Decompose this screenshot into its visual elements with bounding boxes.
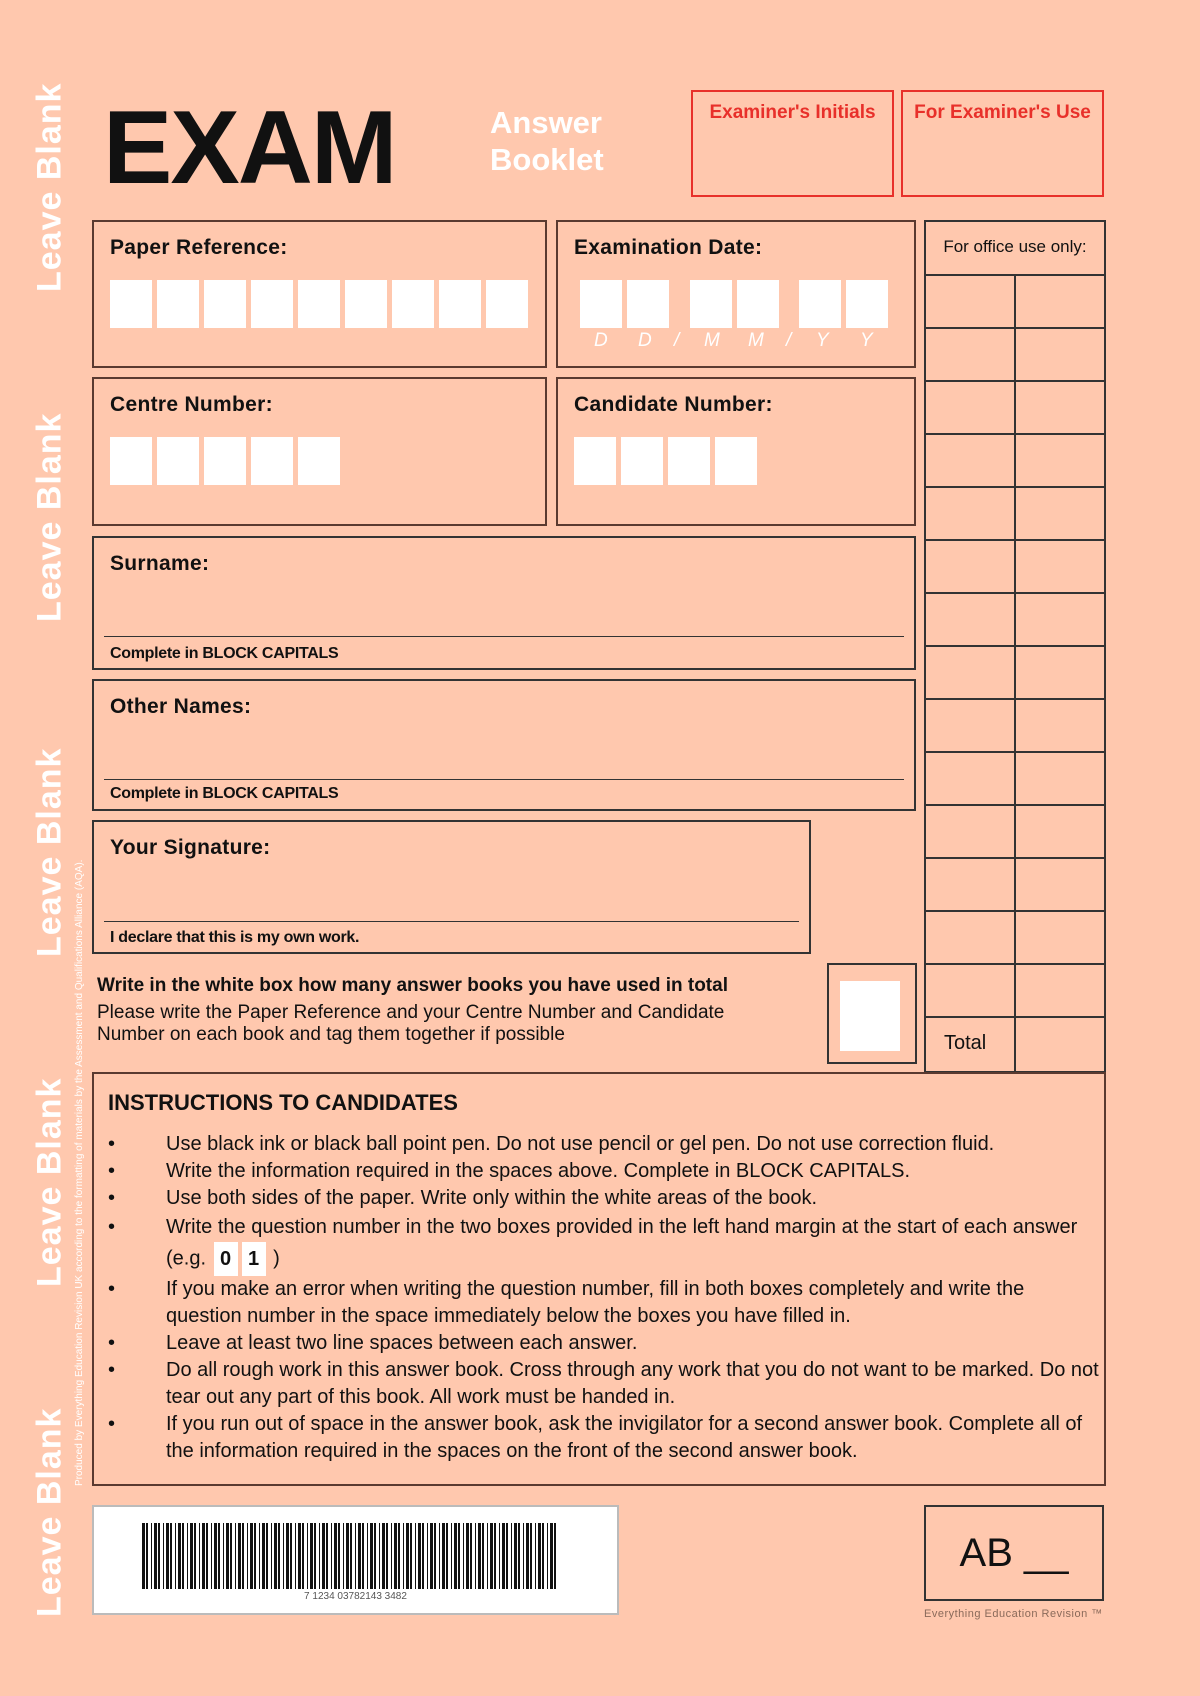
barcode-bar (283, 1523, 284, 1589)
barcode-bar (250, 1523, 253, 1589)
barcode-bar (271, 1523, 272, 1589)
barcode-bar (434, 1523, 436, 1589)
surname-label: Surname: (110, 552, 210, 575)
centre-number-digit[interactable] (110, 437, 152, 485)
office-row (926, 276, 1104, 329)
office-question-cell[interactable] (926, 912, 1016, 963)
barcode-bar (274, 1523, 277, 1589)
office-mark-cell[interactable] (1016, 488, 1104, 539)
barcode-bar (470, 1523, 472, 1589)
barcode-bar (523, 1523, 524, 1589)
barcode-bar (146, 1523, 148, 1589)
office-question-cell[interactable] (926, 965, 1016, 1016)
barcode-bar (550, 1523, 553, 1589)
barcode-bar (322, 1523, 325, 1589)
office-row (926, 965, 1104, 1018)
date-month-digit[interactable] (690, 280, 732, 328)
barcode-bar (262, 1523, 265, 1589)
barcode-bar (230, 1523, 232, 1589)
barcode-bar (331, 1523, 332, 1589)
office-question-cell[interactable] (926, 435, 1016, 486)
instruction-item: • If you run out of space in the answer book, ask the invigilator for a second answer book. Complete all of the information required in the spaces on the front of the second answer book. (94, 1411, 1104, 1465)
barcode-bar (418, 1523, 421, 1589)
barcode-bar (355, 1523, 356, 1589)
answer-books-text: Please write the Paper Reference and your Centre Number and Candidate Number on each book and tag them together if possible (97, 1002, 725, 1045)
barcode-bar (259, 1523, 260, 1589)
instructions-list (94, 1131, 1104, 1465)
paper-reference-digit[interactable] (157, 280, 199, 328)
barcode-bar (326, 1523, 328, 1589)
barcode-bar (211, 1523, 212, 1589)
exam-title: EXAM (103, 90, 396, 206)
barcode-bar (442, 1523, 445, 1589)
barcode-bar (338, 1523, 340, 1589)
booklet-subtitle (490, 104, 604, 178)
barcode-bar (346, 1523, 349, 1589)
barcode-bar (535, 1523, 536, 1589)
date-hint-d: D (638, 330, 652, 351)
barcode-bar (343, 1523, 344, 1589)
barcode-bar (314, 1523, 316, 1589)
office-mark-cell[interactable] (1016, 965, 1104, 1016)
paper-reference-digit[interactable] (110, 280, 152, 328)
office-mark-cell[interactable] (1016, 700, 1104, 751)
barcode-bar (214, 1523, 217, 1589)
barcode-bar (170, 1523, 172, 1589)
barcode-bar (374, 1523, 376, 1589)
candidate-number-digit[interactable] (668, 437, 710, 485)
centre-number-digit[interactable] (204, 437, 246, 485)
barcode-bar (391, 1523, 392, 1589)
paper-reference-digit[interactable] (298, 280, 340, 328)
office-mark-cell[interactable] (1016, 647, 1104, 698)
centre-number-panel (92, 377, 547, 526)
paper-reference-digit[interactable] (392, 280, 434, 328)
office-row (926, 541, 1104, 594)
office-mark-cell[interactable] (1016, 276, 1104, 327)
centre-number-digit[interactable] (251, 437, 293, 485)
examination-date-label: Examination Date: (574, 236, 763, 259)
barcode-bar (334, 1523, 337, 1589)
barcode-bar (422, 1523, 424, 1589)
barcode-bar (499, 1523, 500, 1589)
date-day-digit[interactable] (627, 280, 669, 328)
other-names-writing-line (104, 779, 904, 780)
subtitle-line-1: Answer (490, 105, 602, 140)
barcode-bar (163, 1523, 164, 1589)
office-mark-cell[interactable] (1016, 541, 1104, 592)
paper-reference-panel (92, 220, 547, 368)
barcode-bar (526, 1523, 529, 1589)
office-row (926, 806, 1104, 859)
date-year-digit[interactable] (799, 280, 841, 328)
barcode-bar (379, 1523, 380, 1589)
barcode-bar (554, 1523, 556, 1589)
barcode-bar (490, 1523, 493, 1589)
candidate-number-label: Candidate Number: (574, 393, 773, 416)
instruction-item-text: Write the question number in the two boxes provided in the left hand margin at the start of each answer (e.g. (166, 1216, 1078, 1270)
instructions-heading: INSTRUCTIONS TO CANDIDATES (108, 1090, 458, 1115)
instruction-item: • Write the information required in the spaces above. Complete in BLOCK CAPITALS. (94, 1158, 1104, 1185)
block-capitals-note: Complete in BLOCK CAPITALS (110, 645, 339, 662)
barcode-bar (295, 1523, 296, 1589)
leave-blank-margin-5: Leave Blank (30, 1407, 69, 1618)
answer-books-count-panel (827, 963, 917, 1064)
date-day-digit[interactable] (580, 280, 622, 328)
office-total-label: Total (926, 1018, 1016, 1071)
barcode-bar (514, 1523, 517, 1589)
office-row (926, 700, 1104, 753)
office-mark-cell[interactable] (1016, 594, 1104, 645)
paper-reference-label: Paper Reference: (110, 236, 288, 259)
barcode-bar (542, 1523, 544, 1589)
barcode-graphic (142, 1523, 562, 1589)
barcode-bar (286, 1523, 289, 1589)
barcode-bar (182, 1523, 184, 1589)
office-question-cell[interactable] (926, 700, 1016, 751)
signature-panel[interactable] (92, 820, 811, 954)
example-close: ) (273, 1247, 280, 1270)
barcode-bar (254, 1523, 256, 1589)
office-use-table (924, 220, 1106, 1073)
office-question-cell[interactable] (926, 276, 1016, 327)
barcode-bar (482, 1523, 484, 1589)
barcode-panel (92, 1505, 619, 1615)
office-row (926, 594, 1104, 647)
barcode-bar (547, 1523, 548, 1589)
barcode-bar (151, 1523, 152, 1589)
barcode-number: 7 1234 03782143 3482 (304, 1591, 407, 1602)
leave-blank-margin-1: Leave Blank (30, 82, 69, 293)
other-names-label: Other Names: (110, 695, 252, 718)
barcode-bar (290, 1523, 292, 1589)
date-hint-y: Y (816, 330, 829, 351)
answer-books-count-box[interactable] (840, 981, 900, 1051)
barcode-bar (466, 1523, 469, 1589)
office-mark-cell[interactable] (1016, 329, 1104, 380)
office-row (926, 647, 1104, 700)
barcode-bar (175, 1523, 176, 1589)
office-mark-cell[interactable] (1016, 859, 1104, 910)
office-question-cell[interactable] (926, 859, 1016, 910)
barcode-bar (178, 1523, 181, 1589)
date-year-digit[interactable] (846, 280, 888, 328)
barcode-bar (398, 1523, 400, 1589)
producer-credit: Produced by Everything Education Revision UK according to the formatting of materials by the Assessment and Qualifications Alliance (AQA). (74, 860, 85, 1487)
office-question-cell[interactable] (926, 806, 1016, 857)
candidate-number-panel (556, 377, 916, 526)
barcode-bar (199, 1523, 200, 1589)
office-question-cell[interactable] (926, 329, 1016, 380)
barcode-bar (439, 1523, 440, 1589)
examination-date-panel (556, 220, 916, 368)
barcode-bar (518, 1523, 520, 1589)
office-total-cell[interactable] (1016, 1018, 1104, 1071)
surname-panel[interactable] (92, 536, 916, 670)
centre-number-label: Centre Number: (110, 393, 273, 416)
barcode-bar (487, 1523, 488, 1589)
example-digit-box: 0 (214, 1242, 238, 1276)
barcode-bar (538, 1523, 541, 1589)
barcode-bar (166, 1523, 169, 1589)
office-row (926, 488, 1104, 541)
barcode-bar (502, 1523, 505, 1589)
office-row (926, 329, 1104, 382)
barcode-bar (478, 1523, 481, 1589)
signature-label: Your Signature: (110, 836, 271, 859)
office-question-cell[interactable] (926, 753, 1016, 804)
barcode-bar (194, 1523, 196, 1589)
barcode-bar (446, 1523, 448, 1589)
paper-reference-digit[interactable] (345, 280, 387, 328)
date-hint-separator: / (786, 330, 792, 351)
office-mark-cell[interactable] (1016, 435, 1104, 486)
barcode-bar (154, 1523, 157, 1589)
subtitle-line-2: Booklet (490, 142, 604, 177)
centre-number-digit[interactable] (298, 437, 340, 485)
barcode-bar (475, 1523, 476, 1589)
office-row (926, 859, 1104, 912)
barcode-bar (370, 1523, 373, 1589)
examiner-initials-box[interactable]: Examiner's Initials (691, 90, 894, 197)
barcode-bar (307, 1523, 308, 1589)
barcode-bar (362, 1523, 364, 1589)
barcode-bar (278, 1523, 280, 1589)
barcode-bar (142, 1523, 145, 1589)
barcode-bar (403, 1523, 404, 1589)
office-question-cell[interactable] (926, 647, 1016, 698)
barcode-bar (454, 1523, 457, 1589)
date-hint-d: D (594, 330, 608, 351)
surname-writing-line (104, 636, 904, 637)
barcode-bar (226, 1523, 229, 1589)
barcode-bar (302, 1523, 304, 1589)
office-total-row (926, 1018, 1104, 1071)
barcode-bar (319, 1523, 320, 1589)
candidate-number-digit[interactable] (574, 437, 616, 485)
date-hint-m: M (748, 330, 764, 351)
paper-reference-digit[interactable] (204, 280, 246, 328)
office-row (926, 382, 1104, 435)
barcode-bar (266, 1523, 268, 1589)
barcode-bar (430, 1523, 433, 1589)
answer-books-title: Write in the white box how many answer books you have used in total (97, 975, 728, 996)
candidate-number-digit[interactable] (621, 437, 663, 485)
office-row (926, 912, 1104, 965)
office-mark-cell[interactable] (1016, 912, 1104, 963)
instructions-panel (92, 1072, 1106, 1486)
barcode-bar (223, 1523, 224, 1589)
barcode-bar (506, 1523, 508, 1589)
paper-reference-digit[interactable] (486, 280, 528, 328)
office-mark-cell[interactable] (1016, 753, 1104, 804)
barcode-bar (494, 1523, 496, 1589)
barcode-bar (415, 1523, 416, 1589)
barcode-bar (367, 1523, 368, 1589)
barcode-bar (386, 1523, 388, 1589)
barcode-bar (530, 1523, 532, 1589)
instruction-item: • If you make an error when writing the question number, fill in both boxes completely and write the question number in the space immediately below the boxes you have filled in. (94, 1276, 1104, 1330)
date-month-digit[interactable] (737, 280, 779, 328)
instruction-item: • Leave at least two line spaces between each answer. (94, 1330, 1104, 1357)
barcode-bar (410, 1523, 412, 1589)
barcode-bar (382, 1523, 385, 1589)
barcode-bar (247, 1523, 248, 1589)
date-hint-y: Y (860, 330, 873, 351)
barcode-bar (190, 1523, 193, 1589)
barcode-bar (358, 1523, 361, 1589)
barcode-bar (350, 1523, 352, 1589)
centre-number-digit[interactable] (157, 437, 199, 485)
date-hint-separator: / (674, 330, 680, 351)
barcode-bar (310, 1523, 313, 1589)
office-question-cell[interactable] (926, 594, 1016, 645)
trademark-text: Everything Education Revision ™ (924, 1608, 1103, 1620)
example-digit-box: 1 (242, 1242, 266, 1276)
signature-line (104, 921, 799, 922)
barcode-bar (298, 1523, 301, 1589)
barcode-bar (238, 1523, 241, 1589)
leave-blank-margin-3: Leave Blank (30, 747, 69, 958)
office-row (926, 753, 1104, 806)
barcode-bar (235, 1523, 236, 1589)
instruction-item: • Do all rough work in this answer book. Cross through any work that you do not want to be marked. Do not tear out any part of this book. All work must be handed in. (94, 1357, 1104, 1411)
barcode-bar (206, 1523, 208, 1589)
office-question-cell[interactable] (926, 488, 1016, 539)
office-row (926, 435, 1104, 488)
barcode-bar (463, 1523, 464, 1589)
date-hint-m: M (704, 330, 720, 351)
barcode-bar (406, 1523, 409, 1589)
office-mark-cell[interactable] (1016, 806, 1104, 857)
leave-blank-margin-2: Leave Blank (30, 412, 69, 623)
barcode-bar (458, 1523, 460, 1589)
instruction-item: • Use both sides of the paper. Write only within the white areas of the book. (94, 1185, 1104, 1212)
paper-reference-digit[interactable] (251, 280, 293, 328)
barcode-bar (187, 1523, 188, 1589)
leave-blank-margin-4: Leave Blank (30, 1077, 69, 1288)
paper-code-box: AB __ (924, 1505, 1104, 1601)
declaration-text: I declare that this is my own work. (110, 929, 360, 946)
candidate-number-digit[interactable] (715, 437, 757, 485)
barcode-bar (394, 1523, 397, 1589)
office-use-header: For office use only: (926, 222, 1104, 276)
barcode-bar (158, 1523, 160, 1589)
barcode-bar (218, 1523, 220, 1589)
barcode-bar (511, 1523, 512, 1589)
office-question-cell[interactable] (926, 541, 1016, 592)
block-capitals-note: Complete in BLOCK CAPITALS (110, 785, 339, 802)
barcode-bar (202, 1523, 205, 1589)
other-names-panel[interactable] (92, 679, 916, 811)
instruction-item: • Use black ink or black ball point pen. Do not use pencil or gel pen. Do not use correction fluid. (94, 1131, 1104, 1158)
office-mark-cell[interactable] (1016, 382, 1104, 433)
barcode-bar (242, 1523, 244, 1589)
examiner-use-box[interactable]: For Examiner's Use (901, 90, 1104, 197)
barcode-bar (451, 1523, 452, 1589)
barcode-bar (427, 1523, 428, 1589)
paper-reference-digit[interactable] (439, 280, 481, 328)
office-question-cell[interactable] (926, 382, 1016, 433)
instruction-item (94, 1212, 1104, 1276)
